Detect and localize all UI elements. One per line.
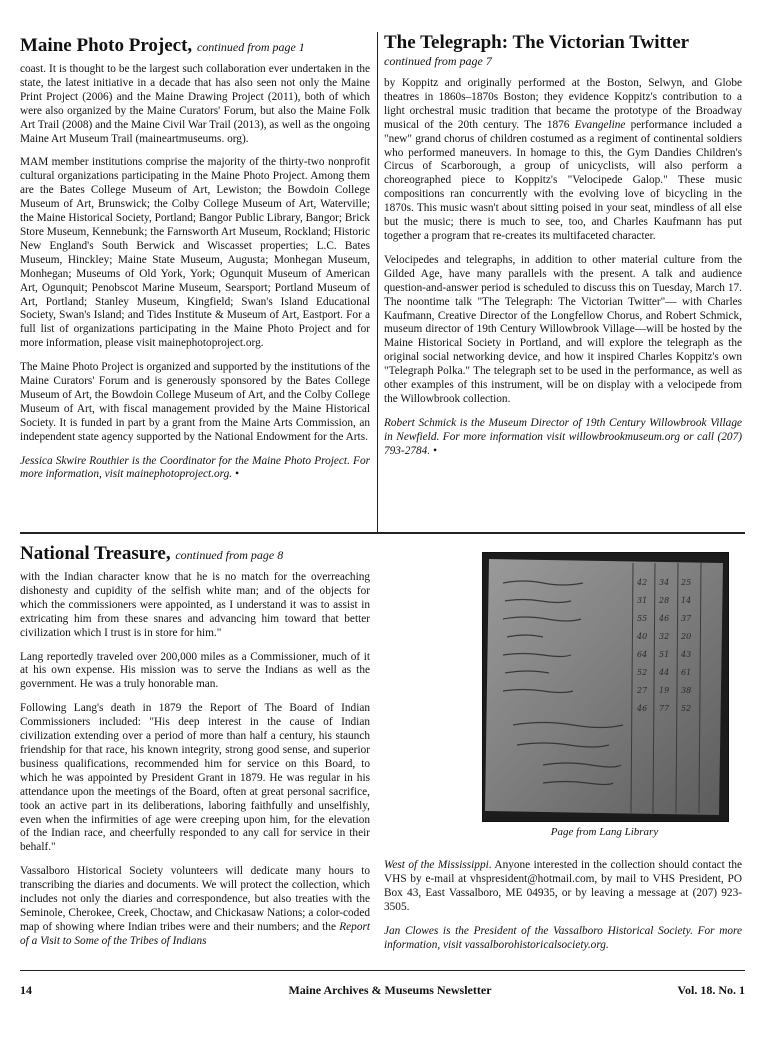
paragraph: coast. It is thought to be the largest such collaboration ever undertaken in the state, the latest initiative in a decade that has also seen not only the Maine Print Project (2006) and the Maine Drawing Project (2011), both of which were also organized by the Maine Curators' Forum, but also the Maine Folk Art Trail (2008) and the Maine Civil War Trail (2013), as well as the ongoing Maine Art Museum Trail (maineartmuseums. org). <box>20 63 370 145</box>
page-number: 14 <box>20 983 32 997</box>
paragraph: Velocipedes and telegraphs, in addition to other material culture from the Gilded Age, have many parallels with the present. A talk and audience question-and-answer period is scheduled to discuss this on Tuesday, March 17. The noontime talk "The Telegraph: The Victorian Twitter"— with Charles Kaufmann, Creative Director of the Longfellow Chorus, and Robert Schmick, museum director of 19th Century Willowbrook Village—will be hosted by the Maine Historical Society in Portland, and will explore the telegraph as the original social networking device, and how it inspired Charles Koppitz's own "Telegraph Polka." The telegraph set to be used in the performance, as well as other examples of this instrument, will be on display with a velocipede from the Willowbrook collection. <box>384 253 742 405</box>
footer-rule <box>20 970 745 971</box>
svg-text:20: 20 <box>681 632 692 641</box>
svg-text:37: 37 <box>681 614 692 623</box>
byline: Jan Clowes is the President of the Vassalboro Historical Society. For more information, visit vassalborohistoricalsociety.org. <box>384 924 742 951</box>
column-divider-top <box>377 32 378 532</box>
byline: Robert Schmick is the Museum Director of 19th Century Willowbrook Village in Newfield. For more information visit willowbrookmuseum.org or call (207) 793-2784. • <box>384 416 742 457</box>
svg-text:44: 44 <box>659 668 670 677</box>
national-treasure-continued-body <box>384 859 742 962</box>
paragraph: Vassalboro Historical Society volunteers will dedicate many hours to transcribing the diaries and documents. We will protect the collection, which includes not only the diaries and correspondence, but also treaties with the Seminole, Cherokee, Creek, Choctaw, and Chickasaw Nations; a color-coded map of showing where Indian tribes were and their numbers; and the Report of a Visit to Some of the Tribes of Indians <box>20 865 370 947</box>
section-divider <box>20 532 745 534</box>
volume-number: Vol. 18. No. 1 <box>677 983 745 997</box>
svg-text:77: 77 <box>659 704 670 713</box>
svg-text:38: 38 <box>681 686 692 695</box>
paragraph: with the Indian character know that he is no match for the overreaching dishonesty and cupidity of the selfish white man; and of the objects for which the commissioners were appointed, as I understand it was to assist in extricating him from these snares and advancing him toward that better civilization which I trust is in store for him." <box>20 571 370 639</box>
svg-text:32: 32 <box>659 632 670 641</box>
svg-text:55: 55 <box>637 614 648 623</box>
svg-text:46: 46 <box>659 614 670 623</box>
byline: Jessica Skwire Routhier is the Coordinator for the Maine Photo Project. For more information, visit mainephotoproject.org. • <box>20 454 370 481</box>
svg-text:34: 34 <box>659 578 670 587</box>
lang-library-photo <box>482 552 729 822</box>
publication-name: Maine Archives & Museums Newsletter <box>288 983 492 997</box>
svg-text:42: 42 <box>637 578 648 587</box>
maine-photo-project-heading: Maine Photo Project, continued from page 1 <box>20 35 305 56</box>
paragraph: West of the Mississippi. Anyone interested in the collection should contact the VHS by e-mail at vhspresident@hotmail.com, by mail to VHS President, PO Box 43, East Vassalboro, ME 04935, or by leaving a message at (207) 923-3505. <box>384 859 742 913</box>
telegraph-heading: The Telegraph: The Victorian Twitter <box>384 32 690 53</box>
svg-text:25: 25 <box>681 578 692 587</box>
svg-text:43: 43 <box>681 650 692 659</box>
continued-note: continued from page 8 <box>175 548 284 562</box>
telegraph-body <box>384 77 742 469</box>
paragraph: Following Lang's death in 1879 the Report of The Board of Indian Commissioners included: "His deep interest in the cause of Indian civilization extending over a period of more than half a century, his staunch friendship for that race, his known integrity, strong good sense, and superior business qualifications, recommended him for service on this Board, to which he was appointed by President Grant in 1879. He was regular in his attendance upon the meetings of the Board, often at great personal sacrifice, took an active part in its deliberations, laboring faithfully and unselfishly, even when the infirmities of age were creeping upon him, for the elevation of the Indian race, and cheerfully responded to any call for service in their behalf." <box>20 702 370 854</box>
svg-text:51: 51 <box>659 650 670 659</box>
svg-text:28: 28 <box>659 596 670 605</box>
continued-note: continued from page 1 <box>196 40 305 54</box>
svg-text:27: 27 <box>637 686 648 695</box>
paragraph: Lang reportedly traveled over 200,000 miles as a Commissioner, much of it at his own expense. His mission was to serve the Indians as well as the government. He was a truly honorable man. <box>20 650 370 691</box>
paragraph: MAM member institutions comprise the majority of the thirty-two nonprofit cultural organizations participating in the Maine Photo Project. Among them are the Bates College Museum of Art, Lewiston; the Bowdoin College Museum of Art, Brunswick; the Colby College Museum of Art, Waterville; the Maine Historical Society, Portland; Bangor Public Library, Bangor; Brick Store Museum, Kennebunk; the Farnsworth Art Museum, Rockland; Historic New England's South Berwick and Wiscasset properties; L.C. Bates Museum, Hinckley; Maine State Museum, Augusta; Monhegan Museum, Monhegan; Museums of Old York, York; Ogunquit Museum of American Art, Ogunquit; Penobscot Marine Museum, Searsport; Portland Museum of Art, Portland; Stanley Museum, Kingfield; Swan's Island Educational Society, Swan's Island; and Tides Institute & Museum of Art, Eastport. For a full list of organizations participating in the Maine Photo Project and for more information, please visit mainephotoproject.org. <box>20 156 370 350</box>
national-treasure-body <box>20 571 370 959</box>
paragraph: by Koppitz and originally performed at the Boston, Selwyn, and Globe theatres in 1860s–1870s Boston; they evidence Koppitz's contribution to a light orchestral music tradition that became the prototype of the Broadway musical of the 20th century. The 1876 Evangeline performance included a "new" grand chorus of children costumed as a regiment of continental soldiers who performed maneuvers. In homage to this, the Gym Dandies Children's Circus of Scarborough, a group of unicyclists, will also perform a choreographed piece to Koppitz's "Velocipede Galop." These music compositions ran concurrently with the evolving love of bicycling in the 1870s. This music wasn't about sitting poised in your seat, mindless of all else but the music; there is much to see, too, and Charles Kaufmann has put together a program that re-creates its multifaceted character. <box>384 77 742 242</box>
maine-photo-project-body <box>20 63 370 492</box>
continued-note: continued from page 7 <box>384 54 492 68</box>
ledger-page-image <box>483 553 728 821</box>
paragraph: The Maine Photo Project is organized and supported by the institutions of the Maine Curators' Forum and is generously sponsored by the Bates College Museum of Art, the Bowdoin College Museum of Art, and the Colby College Museum of Art, with fiscal management provided by the Maine Historical Society. It is funded in part by a grant from the Maine Arts Commission, an independent state agency supported by the National Endowment for the Arts. <box>20 361 370 443</box>
svg-text:46: 46 <box>637 704 648 713</box>
national-treasure-heading: National Treasure, continued from page 8 <box>20 543 284 564</box>
svg-text:64: 64 <box>637 650 648 659</box>
svg-text:14: 14 <box>681 596 692 605</box>
svg-text:19: 19 <box>659 686 670 695</box>
svg-text:61: 61 <box>681 668 692 677</box>
svg-text:52: 52 <box>637 668 648 677</box>
svg-text:52: 52 <box>681 704 692 713</box>
svg-text:31: 31 <box>637 596 648 605</box>
svg-text:40: 40 <box>637 632 648 641</box>
photo-caption: Page from Lang Library <box>550 826 659 838</box>
